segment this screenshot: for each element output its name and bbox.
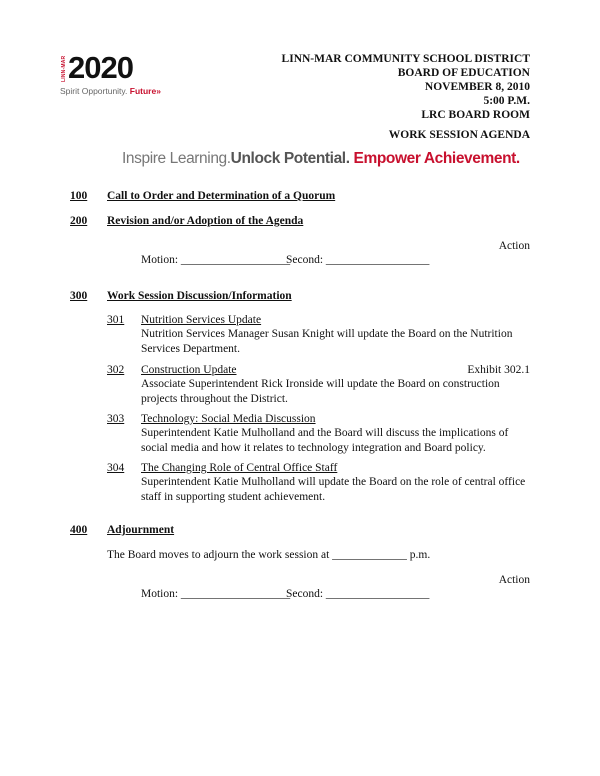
section-200-title: Revision and/or Adoption of the Agenda	[107, 215, 304, 227]
logo-tagline-arrows: »	[156, 86, 161, 96]
section-400-second: Second: __________________	[286, 588, 430, 600]
header-date: NOVEMBER 8, 2010	[424, 81, 530, 93]
section-200-second: Second: __________________	[286, 254, 430, 266]
item-304-description: Superintendent Katie Mulholland will update the Board on the role of central office staff in supporting student achievement.	[141, 476, 526, 503]
slogan-part-3: Empower Achievement.	[349, 150, 520, 167]
item-304-number: 304	[107, 462, 125, 474]
header-room: LRC BOARD ROOM	[421, 109, 530, 121]
item-301-title: Nutrition Services Update	[141, 314, 262, 326]
section-400-action: Action	[498, 574, 530, 586]
section-200-action: Action	[498, 240, 530, 252]
section-400-number: 400	[70, 524, 88, 536]
section-200-number: 200	[70, 215, 88, 227]
section-300-title: Work Session Discussion/Information	[107, 290, 292, 302]
section-100-number: 100	[70, 190, 88, 202]
section-300-number: 300	[70, 290, 88, 302]
item-302-title: Construction Update	[141, 364, 237, 376]
header-district: LINN-MAR COMMUNITY SCHOOL DISTRICT	[281, 53, 530, 65]
item-302-exhibit: Exhibit 302.1	[467, 364, 530, 376]
section-400-motion: Motion: ___________________	[141, 588, 291, 600]
slogan-part-2: Unlock Potential.	[230, 150, 350, 167]
logo-vertical-text: LINN-MAR	[61, 55, 67, 82]
logo-tagline-bold: Future	[129, 86, 157, 96]
section-100-title: Call to Order and Determination of a Quorum	[107, 190, 336, 202]
header-agenda-type: WORK SESSION AGENDA	[388, 129, 530, 141]
item-301-description: Nutrition Services Manager Susan Knight will update the Board on the Nutrition Services Department.	[141, 328, 513, 355]
item-302-description: Associate Superintendent Rick Ironside will update the Board on construction projects throughout the District.	[141, 378, 500, 405]
logo-tagline-plain: Spirit Opportunity.	[60, 86, 130, 96]
item-303-title: Technology: Social Media Discussion	[141, 413, 316, 425]
section-400-statement: The Board moves to adjourn the work session at _____________ p.m.	[107, 549, 431, 561]
slogan	[122, 150, 520, 168]
header-time: 5:00 P.M.	[483, 95, 530, 107]
district-2020-logo	[60, 52, 170, 98]
item-304-title: The Changing Role of Central Office Staff	[141, 462, 338, 474]
item-303-number: 303	[107, 413, 125, 425]
logo-year: 2020	[68, 50, 133, 85]
slogan-part-1: Inspire Learning.	[122, 150, 231, 167]
header-board: BOARD OF EDUCATION	[397, 67, 530, 79]
item-301-number: 301	[107, 314, 125, 326]
section-400-title: Adjournment	[107, 524, 175, 536]
item-302-number: 302	[107, 364, 125, 376]
logo-tagline	[60, 86, 161, 96]
item-303-description: Superintendent Katie Mulholland and the Board will discuss the implications of social media and how it relates to technology integration and Board policy.	[141, 427, 509, 454]
section-200-motion: Motion: ___________________	[141, 254, 291, 266]
